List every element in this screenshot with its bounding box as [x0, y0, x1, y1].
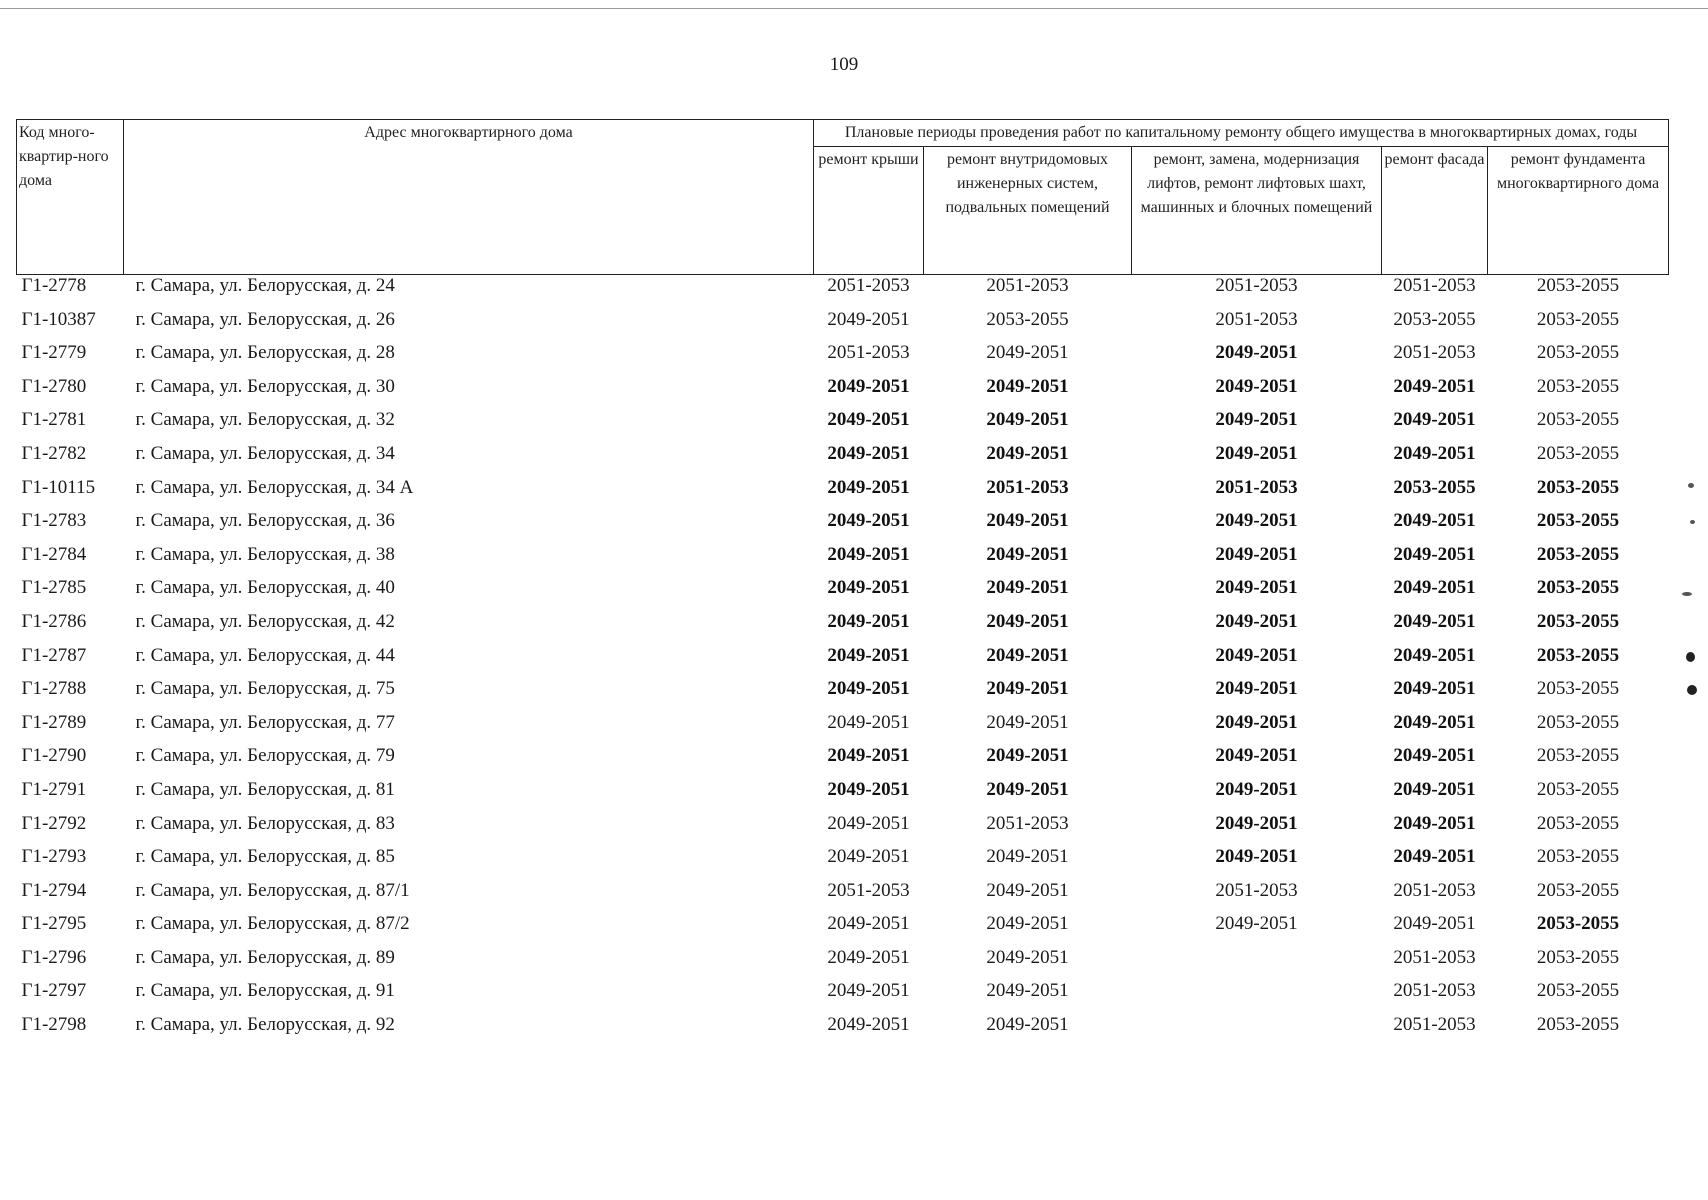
cell-roof-period: 2049-2051: [827, 442, 910, 464]
cell-foundation-period: 2053-2055: [1536, 308, 1620, 330]
cell-foundation-period: 2053-2055: [1536, 778, 1620, 800]
cell-address: г. Самара, ул. Белорусская, д. 83: [135, 812, 395, 834]
cell-facade-period: 2049-2051: [1393, 442, 1476, 464]
cell-engineering-period: 2049-2051: [986, 409, 1069, 431]
cell-address: г. Самара, ул. Белорусская, д. 38: [135, 543, 395, 565]
cell-foundation-period: 2053-2055: [1536, 745, 1620, 767]
header-planned-periods: Плановые периоды проведения работ по капитальному ремонту общего имущества в многоквартирных домах, годы: [814, 120, 1669, 147]
cell-engineering-period: 2049-2051: [986, 778, 1069, 800]
cell-engineering-period: 2049-2051: [986, 678, 1069, 700]
repair-schedule-table: [16, 119, 1669, 1048]
cell-address: г. Самара, ул. Белорусская, д. 91: [135, 980, 395, 1002]
table-row: [17, 477, 1669, 511]
cell-address: г. Самара, ул. Белорусская, д. 40: [135, 577, 395, 599]
cell-building-code: Г1-2787: [21, 644, 87, 666]
cell-building-code: Г1-2778: [21, 275, 87, 296]
cell-address: г. Самара, ул. Белорусская, д. 34 А: [135, 476, 414, 498]
table-body: [17, 275, 1669, 1048]
table-row: [17, 745, 1669, 779]
cell-facade-period: 2049-2051: [1393, 678, 1476, 700]
cell-facade-period: 2051-2053: [1393, 980, 1476, 1002]
cell-building-code: Г1-2792: [21, 812, 87, 834]
cell-building-code: Г1-10115: [21, 476, 96, 498]
cell-facade-period: 2051-2053: [1393, 342, 1476, 364]
cell-engineering-period: 2049-2051: [986, 543, 1069, 565]
cell-lift-period: 2049-2051: [1215, 745, 1298, 767]
cell-engineering-period: 2049-2051: [986, 510, 1069, 532]
cell-building-code: Г1-2784: [21, 543, 87, 565]
cell-facade-period: 2053-2055: [1393, 476, 1476, 498]
cell-foundation-period: 2053-2055: [1536, 913, 1620, 935]
header-facade-repair: ремонт фасада: [1382, 147, 1488, 275]
cell-facade-period: 2051-2053: [1393, 1014, 1476, 1036]
table-row: [17, 544, 1669, 578]
cell-lift-period: 2049-2051: [1215, 510, 1298, 532]
cell-lift-period: 2049-2051: [1215, 375, 1298, 397]
cell-facade-period: 2051-2053: [1393, 879, 1476, 901]
cell-engineering-period: 2049-2051: [986, 577, 1069, 599]
table-row: [17, 443, 1669, 477]
cell-address: г. Самара, ул. Белорусская, д. 24: [135, 275, 395, 296]
table-row: [17, 577, 1669, 611]
cell-address: г. Самара, ул. Белорусская, д. 87/2: [135, 913, 410, 935]
cell-engineering-period: 2049-2051: [986, 442, 1069, 464]
table-row: [17, 309, 1669, 343]
cell-lift-period: [1132, 1014, 1382, 1048]
table-row: [17, 678, 1669, 712]
cell-lift-period: 2049-2051: [1215, 409, 1298, 431]
cell-roof-period: 2049-2051: [827, 846, 910, 868]
table-row: [17, 342, 1669, 376]
cell-building-code: Г1-2791: [21, 778, 87, 800]
schedule-table-container: [16, 119, 1669, 1048]
cell-foundation-period: 2053-2055: [1536, 610, 1620, 632]
cell-facade-period: 2051-2053: [1393, 946, 1476, 968]
table-row: [17, 409, 1669, 443]
cell-address: г. Самара, ул. Белорусская, д. 85: [135, 846, 395, 868]
cell-address: г. Самара, ул. Белорусская, д. 89: [135, 946, 395, 968]
cell-engineering-period: 2049-2051: [986, 946, 1069, 968]
cell-address: г. Самара, ул. Белорусская, д. 87/1: [135, 879, 410, 901]
cell-address: г. Самара, ул. Белорусская, д. 36: [135, 510, 395, 532]
cell-foundation-period: 2053-2055: [1536, 812, 1620, 834]
cell-roof-period: 2049-2051: [827, 980, 910, 1002]
cell-roof-period: 2049-2051: [827, 812, 910, 834]
cell-building-code: Г1-2797: [21, 980, 87, 1002]
cell-building-code: Г1-2795: [21, 913, 87, 935]
cell-building-code: Г1-2794: [21, 879, 87, 901]
table-row: [17, 980, 1669, 1014]
table-header: [17, 120, 1669, 275]
cell-facade-period: 2049-2051: [1393, 510, 1476, 532]
cell-lift-period: 2049-2051: [1215, 543, 1298, 565]
cell-roof-period: 2049-2051: [827, 577, 910, 599]
cell-foundation-period: 2053-2055: [1536, 409, 1620, 431]
cell-address: г. Самара, ул. Белорусская, д. 79: [135, 745, 395, 767]
cell-lift-period: 2049-2051: [1215, 678, 1298, 700]
cell-engineering-period: 2049-2051: [986, 644, 1069, 666]
cell-facade-period: 2049-2051: [1393, 543, 1476, 565]
cell-lift-period: [1132, 947, 1382, 981]
cell-address: г. Самара, ул. Белорусская, д. 75: [135, 678, 395, 700]
cell-engineering-period: 2049-2051: [986, 342, 1069, 364]
table-row: [17, 1014, 1669, 1048]
cell-engineering-period: 2049-2051: [986, 610, 1069, 632]
table-row: [17, 611, 1669, 645]
cell-lift-period: 2049-2051: [1215, 644, 1298, 666]
cell-lift-period: 2049-2051: [1215, 577, 1298, 599]
cell-engineering-period: 2051-2053: [986, 275, 1069, 296]
cell-building-code: Г1-2786: [21, 610, 87, 632]
cell-facade-period: 2049-2051: [1393, 745, 1476, 767]
cell-roof-period: 2049-2051: [827, 678, 910, 700]
cell-lift-period: 2051-2053: [1215, 879, 1298, 901]
cell-foundation-period: 2053-2055: [1536, 543, 1620, 565]
cell-engineering-period: 2049-2051: [986, 745, 1069, 767]
cell-facade-period: 2049-2051: [1393, 644, 1476, 666]
cell-building-code: Г1-10387: [21, 308, 96, 330]
cell-foundation-period: 2053-2055: [1536, 678, 1620, 700]
cell-roof-period: 2049-2051: [827, 913, 910, 935]
cell-engineering-period: 2051-2053: [986, 812, 1069, 834]
table-row: [17, 376, 1669, 410]
cell-address: г. Самара, ул. Белорусская, д. 42: [135, 610, 395, 632]
cell-foundation-period: 2053-2055: [1536, 577, 1620, 599]
header-address: Адрес многоквартирного дома: [124, 120, 814, 275]
cell-engineering-period: 2049-2051: [986, 879, 1069, 901]
cell-building-code: Г1-2781: [21, 409, 87, 431]
cell-roof-period: 2049-2051: [827, 745, 910, 767]
scan-speck: [1682, 592, 1692, 596]
table-row: [17, 645, 1669, 679]
scan-speck: [1688, 483, 1694, 488]
cell-roof-period: 2049-2051: [827, 476, 910, 498]
cell-lift-period: 2049-2051: [1215, 610, 1298, 632]
cell-building-code: Г1-2780: [21, 375, 87, 397]
cell-engineering-period: 2049-2051: [986, 846, 1069, 868]
cell-facade-period: 2051-2053: [1393, 275, 1476, 296]
table-row: [17, 880, 1669, 914]
cell-facade-period: 2049-2051: [1393, 812, 1476, 834]
table-row: [17, 510, 1669, 544]
cell-roof-period: 2049-2051: [827, 409, 910, 431]
cell-address: г. Самара, ул. Белорусская, д. 92: [135, 1014, 395, 1036]
cell-foundation-period: 2053-2055: [1536, 711, 1620, 733]
cell-roof-period: 2049-2051: [827, 711, 910, 733]
cell-building-code: Г1-2779: [21, 342, 87, 364]
cell-roof-period: 2049-2051: [827, 610, 910, 632]
top-scan-rule: [0, 8, 1708, 9]
header-engineering-systems-repair: ремонт внутридомовых инженерных систем, подвальных помещений: [924, 147, 1132, 275]
cell-address: г. Самара, ул. Белорусская, д. 34: [135, 442, 395, 464]
cell-building-code: Г1-2793: [21, 846, 87, 868]
cell-foundation-period: 2053-2055: [1536, 375, 1620, 397]
cell-lift-period: 2049-2051: [1215, 812, 1298, 834]
cell-roof-period: 2049-2051: [827, 375, 910, 397]
cell-roof-period: 2049-2051: [827, 1014, 910, 1036]
cell-address: г. Самара, ул. Белорусская, д. 28: [135, 342, 395, 364]
cell-foundation-period: 2053-2055: [1536, 946, 1620, 968]
cell-foundation-period: 2053-2055: [1536, 342, 1620, 364]
cell-foundation-period: 2053-2055: [1536, 510, 1620, 532]
cell-roof-period: 2049-2051: [827, 308, 910, 330]
cell-lift-period: 2049-2051: [1215, 442, 1298, 464]
cell-facade-period: 2049-2051: [1393, 375, 1476, 397]
table-row: [17, 779, 1669, 813]
cell-building-code: Г1-2790: [21, 745, 87, 767]
cell-address: г. Самара, ул. Белорусская, д. 30: [135, 375, 395, 397]
cell-address: г. Самара, ул. Белорусская, д. 77: [135, 711, 395, 733]
cell-foundation-period: 2053-2055: [1536, 275, 1620, 296]
cell-facade-period: 2049-2051: [1393, 778, 1476, 800]
cell-roof-period: 2049-2051: [827, 644, 910, 666]
cell-engineering-period: 2053-2055: [986, 308, 1069, 330]
scan-speck: [1687, 685, 1697, 695]
cell-engineering-period: 2049-2051: [986, 1014, 1069, 1036]
header-roof-repair: ремонт крыши: [814, 147, 924, 275]
cell-facade-period: 2049-2051: [1393, 610, 1476, 632]
cell-lift-period: 2051-2053: [1215, 275, 1298, 296]
cell-engineering-period: 2051-2053: [986, 476, 1069, 498]
cell-building-code: Г1-2782: [21, 442, 87, 464]
table-row: [17, 913, 1669, 947]
cell-address: г. Самара, ул. Белорусская, д. 81: [135, 778, 395, 800]
cell-lift-period: 2049-2051: [1215, 778, 1298, 800]
cell-foundation-period: 2053-2055: [1536, 644, 1620, 666]
cell-building-code: Г1-2798: [21, 1014, 87, 1036]
cell-foundation-period: 2053-2055: [1536, 846, 1620, 868]
table-row: [17, 947, 1669, 981]
cell-facade-period: 2049-2051: [1393, 577, 1476, 599]
header-lift-repair: ремонт, замена, модернизация лифтов, ремонт лифтовых шахт, машинных и блочных помещений: [1132, 147, 1382, 275]
scan-speck: [1686, 652, 1695, 662]
cell-roof-period: 2051-2053: [827, 275, 910, 296]
cell-engineering-period: 2049-2051: [986, 375, 1069, 397]
table-row: [17, 275, 1669, 309]
cell-lift-period: 2051-2053: [1215, 308, 1298, 330]
table-row: [17, 712, 1669, 746]
cell-engineering-period: 2049-2051: [986, 711, 1069, 733]
cell-roof-period: 2049-2051: [827, 946, 910, 968]
cell-engineering-period: 2049-2051: [986, 913, 1069, 935]
cell-building-code: Г1-2783: [21, 510, 87, 532]
cell-foundation-period: 2053-2055: [1536, 1014, 1620, 1036]
cell-lift-period: [1132, 980, 1382, 1014]
cell-facade-period: 2049-2051: [1393, 846, 1476, 868]
cell-roof-period: 2049-2051: [827, 510, 910, 532]
cell-facade-period: 2053-2055: [1393, 308, 1476, 330]
cell-lift-period: 2049-2051: [1215, 342, 1298, 364]
header-foundation-repair: ремонт фундамента многоквартирного дома: [1488, 147, 1669, 275]
cell-foundation-period: 2053-2055: [1536, 879, 1620, 901]
cell-building-code: Г1-2796: [21, 946, 87, 968]
cell-roof-period: 2051-2053: [827, 879, 910, 901]
cell-address: г. Самара, ул. Белорусская, д. 26: [135, 308, 395, 330]
cell-lift-period: 2051-2053: [1215, 476, 1298, 498]
table-row: [17, 846, 1669, 880]
header-building-code: Код много-квартир-ного дома: [17, 120, 124, 275]
cell-building-code: Г1-2785: [21, 577, 87, 599]
cell-facade-period: 2049-2051: [1393, 409, 1476, 431]
page-number: 109: [829, 54, 859, 75]
cell-facade-period: 2049-2051: [1393, 913, 1476, 935]
cell-lift-period: 2049-2051: [1215, 846, 1298, 868]
cell-address: г. Самара, ул. Белорусская, д. 32: [135, 409, 395, 431]
cell-foundation-period: 2053-2055: [1536, 980, 1620, 1002]
table-row: [17, 813, 1669, 847]
cell-facade-period: 2049-2051: [1393, 711, 1476, 733]
cell-engineering-period: 2049-2051: [986, 980, 1069, 1002]
scan-speck: [1690, 520, 1695, 524]
cell-building-code: Г1-2788: [21, 678, 87, 700]
cell-foundation-period: 2053-2055: [1536, 442, 1620, 464]
cell-roof-period: 2049-2051: [827, 543, 910, 565]
cell-foundation-period: 2053-2055: [1536, 476, 1620, 498]
cell-roof-period: 2049-2051: [827, 778, 910, 800]
cell-roof-period: 2051-2053: [827, 342, 910, 364]
cell-lift-period: 2049-2051: [1215, 711, 1298, 733]
cell-lift-period: 2049-2051: [1215, 913, 1298, 935]
cell-building-code: Г1-2789: [21, 711, 87, 733]
cell-address: г. Самара, ул. Белорусская, д. 44: [135, 644, 395, 666]
